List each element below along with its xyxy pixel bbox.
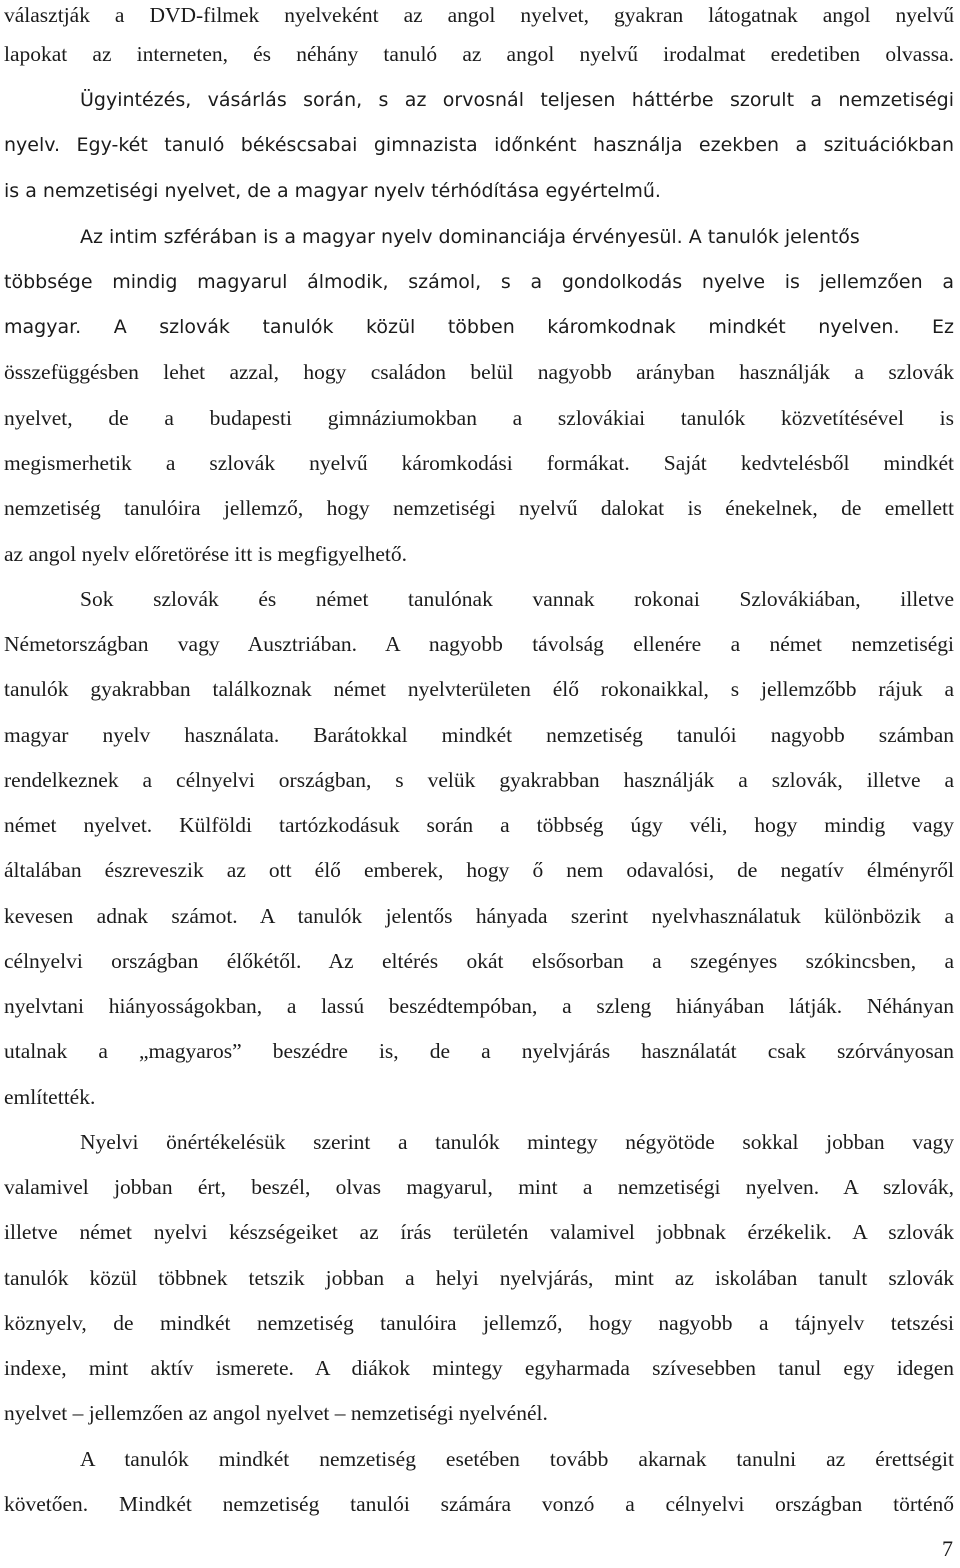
text-line: nemzetiség tanulóira jellemző, hogy nemzetiségi nyelvű dalokat is énekelnek, de emellett	[4, 496, 954, 520]
text-line: említették.	[4, 1085, 96, 1109]
text-line: megismerhetik a szlovák nyelvű káromkodási formákat. Saját kedvtelésből mindkét	[4, 451, 954, 475]
text-line: magyar nyelv használata. Barátokkal mindkét nemzetiség tanulói nagyobb számban	[4, 723, 954, 747]
text-line: célnyelvi országban élőkétől. Az eltérés okát elsősorban a szegényes szókincsben, a	[4, 949, 954, 973]
text-line: nyelvet, de a budapesti gimnáziumokban a szlovákiai tanulók közvetítésével is	[4, 406, 954, 430]
text-line: köznyelv, de mindkét nemzetiség tanulóira jellemző, hogy nagyobb a tájnyelv tetszési	[4, 1311, 954, 1335]
text-line: Németországban vagy Ausztriában. A nagyobb távolság ellenére a német nemzetiségi	[4, 632, 954, 656]
text-line: Nyelvi önértékelésük szerint a tanulók mintegy négyötöde sokkal jobban vagy	[80, 1130, 954, 1154]
text-line: nyelv. Egy-két tanuló békéscsabai gimnazista időnként használja ezekben a szituációkban	[4, 134, 954, 156]
text-line: nyelvtani hiányosságokban, a lassú beszédtempóban, a szleng hiányában látják. Néhányan	[4, 994, 954, 1018]
text-line: Ügyintézés, vásárlás során, s az orvosnál teljesen háttérbe szorult a nemzetiségi	[80, 89, 954, 111]
text-line: tanulók közül többnek tetszik jobban a helyi nyelvjárás, mint az iskolában tanult szlovák	[4, 1266, 954, 1290]
text-line: is a nemzetiségi nyelvet, de a magyar nyelv térhódítása egyértelmű.	[4, 180, 661, 202]
page-number: 7	[942, 1536, 953, 1561]
text-line: tanulók gyakrabban találkoznak német nyelvterületen élő rokonaikkal, s jellemzőbb rájuk a	[4, 677, 954, 701]
text-line: indexe, mint aktív ismerete. A diákok mintegy egyharmada szívesebben tanul egy idegen	[4, 1356, 954, 1380]
text-line: lapokat az interneten, és néhány tanuló az angol nyelvű irodalmat eredetiben olvassa.	[4, 42, 954, 66]
text-line: német nyelvet. Külföldi tartózkodásuk során a többség úgy véli, hogy mindig vagy	[4, 813, 954, 837]
text-line: Sok szlovák és német tanulónak vannak rokonai Szlovákiában, illetve	[80, 587, 954, 611]
text-line: Az intim szférában is a magyar nyelv dominanciája érvényesül. A tanulók jelentős	[80, 226, 860, 248]
text-line: rendelkeznek a célnyelvi országban, s velük gyakrabban használják a szlovák, illetve a	[4, 768, 954, 792]
text-line: kevesen adnak számot. A tanulók jelentős hányada szerint nyelvhasználatuk különbözik a	[4, 904, 954, 928]
text-line: többsége mindig magyarul álmodik, számol, s a gondolkodás nyelve is jellemzően a	[4, 271, 954, 293]
text-line: illetve német nyelvi készségeiket az írás területén valamivel jobbnak érzékelik. A szlovák	[4, 1220, 954, 1244]
text-line: nyelvet – jellemzően az angol nyelvet – nemzetiségi nyelvénél.	[4, 1401, 548, 1425]
text-line: az angol nyelv előretörése itt is megfigyelhető.	[4, 542, 407, 566]
text-line: A tanulók mindkét nemzetiség esetében tovább akarnak tanulni az érettségit	[80, 1447, 954, 1471]
text-line: összefüggésben lehet azzal, hogy családon belül nagyobb arányban használják a szlovák	[4, 360, 954, 384]
text-line: választják a DVD-filmek nyelveként az angol nyelvet, gyakran látogatnak angol nyelvű	[4, 3, 954, 27]
text-line: követően. Mindkét nemzetiség tanulói számára vonzó a célnyelvi országban történő	[4, 1492, 954, 1516]
text-line: magyar. A szlovák tanulók közül többen káromkodnak mindkét nyelven. Ez	[4, 316, 954, 338]
text-line: valamivel jobban ért, beszél, olvas magyarul, mint a nemzetiségi nyelven. A szlovák,	[4, 1175, 954, 1199]
text-line: általában észreveszik az ott élő emberek, hogy ő nem odavalósi, de negatív élményről	[4, 858, 954, 882]
text-line: utalnak a „magyaros” beszédre is, de a nyelvjárás használatát csak szórványosan	[4, 1039, 954, 1063]
